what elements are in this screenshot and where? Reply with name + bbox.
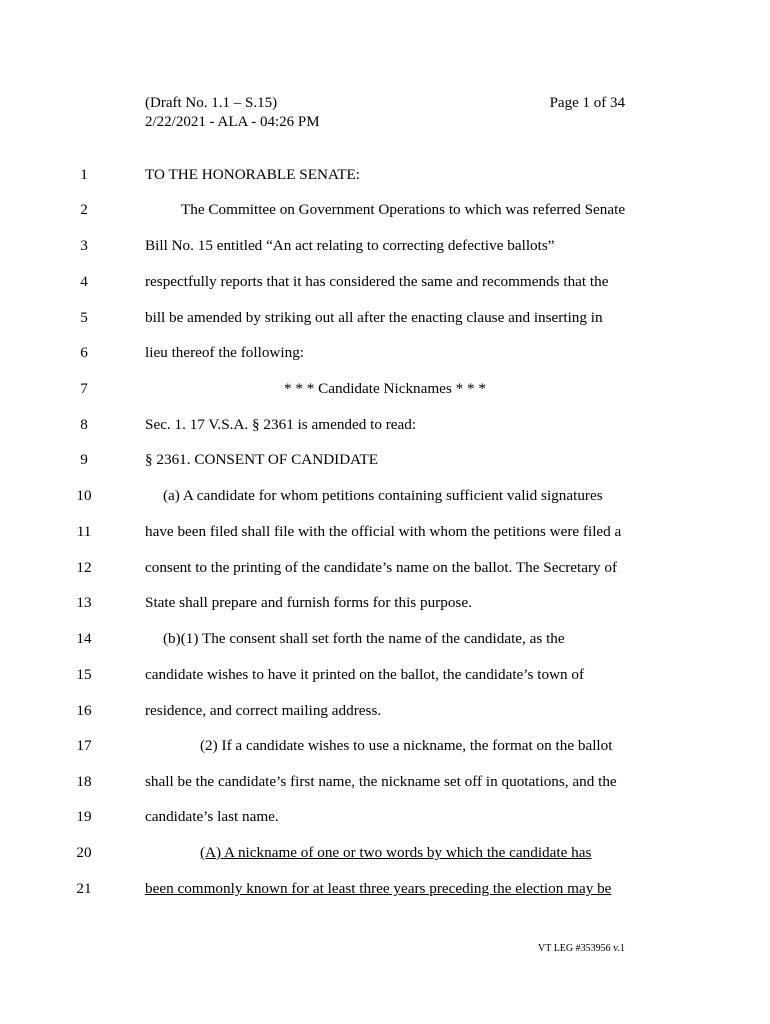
document-line (0, 878, 770, 900)
line-number: 2 (80, 201, 88, 218)
line-text: (b)(1) The consent shall set forth the name of the candidate, as the (163, 630, 565, 647)
draft-date: 2/22/2021 - ALA - 04:26 PM (145, 114, 320, 130)
line-number: 12 (76, 559, 92, 576)
line-number: 4 (80, 273, 88, 290)
line-number: 19 (76, 808, 92, 825)
line-text: have been filed shall file with the official with whom the petitions were filed a (145, 523, 622, 540)
document-footer: VT LEG #353956 v.1 (538, 943, 625, 954)
document-line (0, 700, 770, 722)
line-text: (a) A candidate for whom petitions containing sufficient valid signatures (163, 487, 603, 504)
document-line (0, 342, 770, 364)
line-number: 9 (80, 451, 88, 468)
line-number: 14 (76, 630, 92, 647)
line-text: bill be amended by striking out all after the enacting clause and inserting in (145, 309, 603, 326)
line-number: 11 (76, 523, 92, 540)
document-line (0, 771, 770, 793)
document-line (0, 271, 770, 293)
line-number: 7 (80, 380, 88, 397)
document-line (0, 806, 770, 828)
line-number: 1 (80, 166, 88, 183)
document-line (0, 164, 770, 186)
line-text: The Committee on Government Operations to which was referred Senate (181, 201, 626, 218)
line-text: residence, and correct mailing address. (145, 702, 382, 719)
line-text: lieu thereof the following: (145, 344, 305, 361)
line-text: Bill No. 15 entitled “An act relating to correcting defective ballots” (145, 237, 555, 254)
line-number: 15 (76, 666, 92, 683)
line-number: 18 (76, 773, 92, 790)
line-number: 10 (76, 487, 92, 504)
document-line (0, 307, 770, 329)
document-line (0, 199, 770, 221)
document-line (0, 664, 770, 686)
line-number: 8 (80, 416, 88, 433)
document-line (0, 842, 770, 864)
line-number: 13 (76, 594, 92, 611)
line-text: consent to the printing of the candidate’s name on the ballot. The Secretary of (145, 559, 618, 576)
document-line (0, 735, 770, 757)
line-number: 5 (80, 309, 88, 326)
line-number: 16 (76, 702, 92, 719)
page-number: Page 1 of 34 (549, 95, 625, 111)
line-text: respectfully reports that it has considered the same and recommends that the (145, 273, 609, 290)
draft-number: (Draft No. 1.1 – S.15) (145, 95, 278, 111)
line-number: 20 (76, 844, 92, 861)
document-line (0, 378, 770, 400)
line-text: TO THE HONORABLE SENATE: (145, 166, 361, 183)
line-number: 21 (76, 880, 92, 897)
line-number: 17 (76, 737, 92, 754)
document-line (0, 449, 770, 471)
line-text: § 2361. CONSENT OF CANDIDATE (145, 451, 379, 468)
draft-header (145, 94, 320, 132)
line-text: (2) If a candidate wishes to use a nickname, the format on the ballot (200, 737, 613, 754)
line-text: Sec. 1. 17 V.S.A. § 2361 is amended to read: (145, 416, 417, 433)
document-line (0, 557, 770, 579)
line-text: State shall prepare and furnish forms for this purpose. (145, 594, 472, 611)
line-text: shall be the candidate’s first name, the nickname set off in quotations, and the (145, 773, 617, 790)
line-text: candidate’s last name. (145, 808, 279, 825)
line-number: 6 (80, 344, 88, 361)
inserted-text: (A) A nickname of one or two words by which the candidate has (200, 844, 592, 861)
line-text: candidate wishes to have it printed on the ballot, the candidate’s town of (145, 666, 585, 683)
document-line (0, 521, 770, 543)
document-line (0, 628, 770, 650)
document-line (0, 592, 770, 614)
section-heading: * * * Candidate Nicknames * * * (283, 380, 487, 397)
inserted-text: been commonly known for at least three years preceding the election may be (145, 880, 612, 897)
document-line (0, 235, 770, 257)
line-number: 3 (80, 237, 88, 254)
document-line (0, 485, 770, 507)
document-line (0, 414, 770, 436)
